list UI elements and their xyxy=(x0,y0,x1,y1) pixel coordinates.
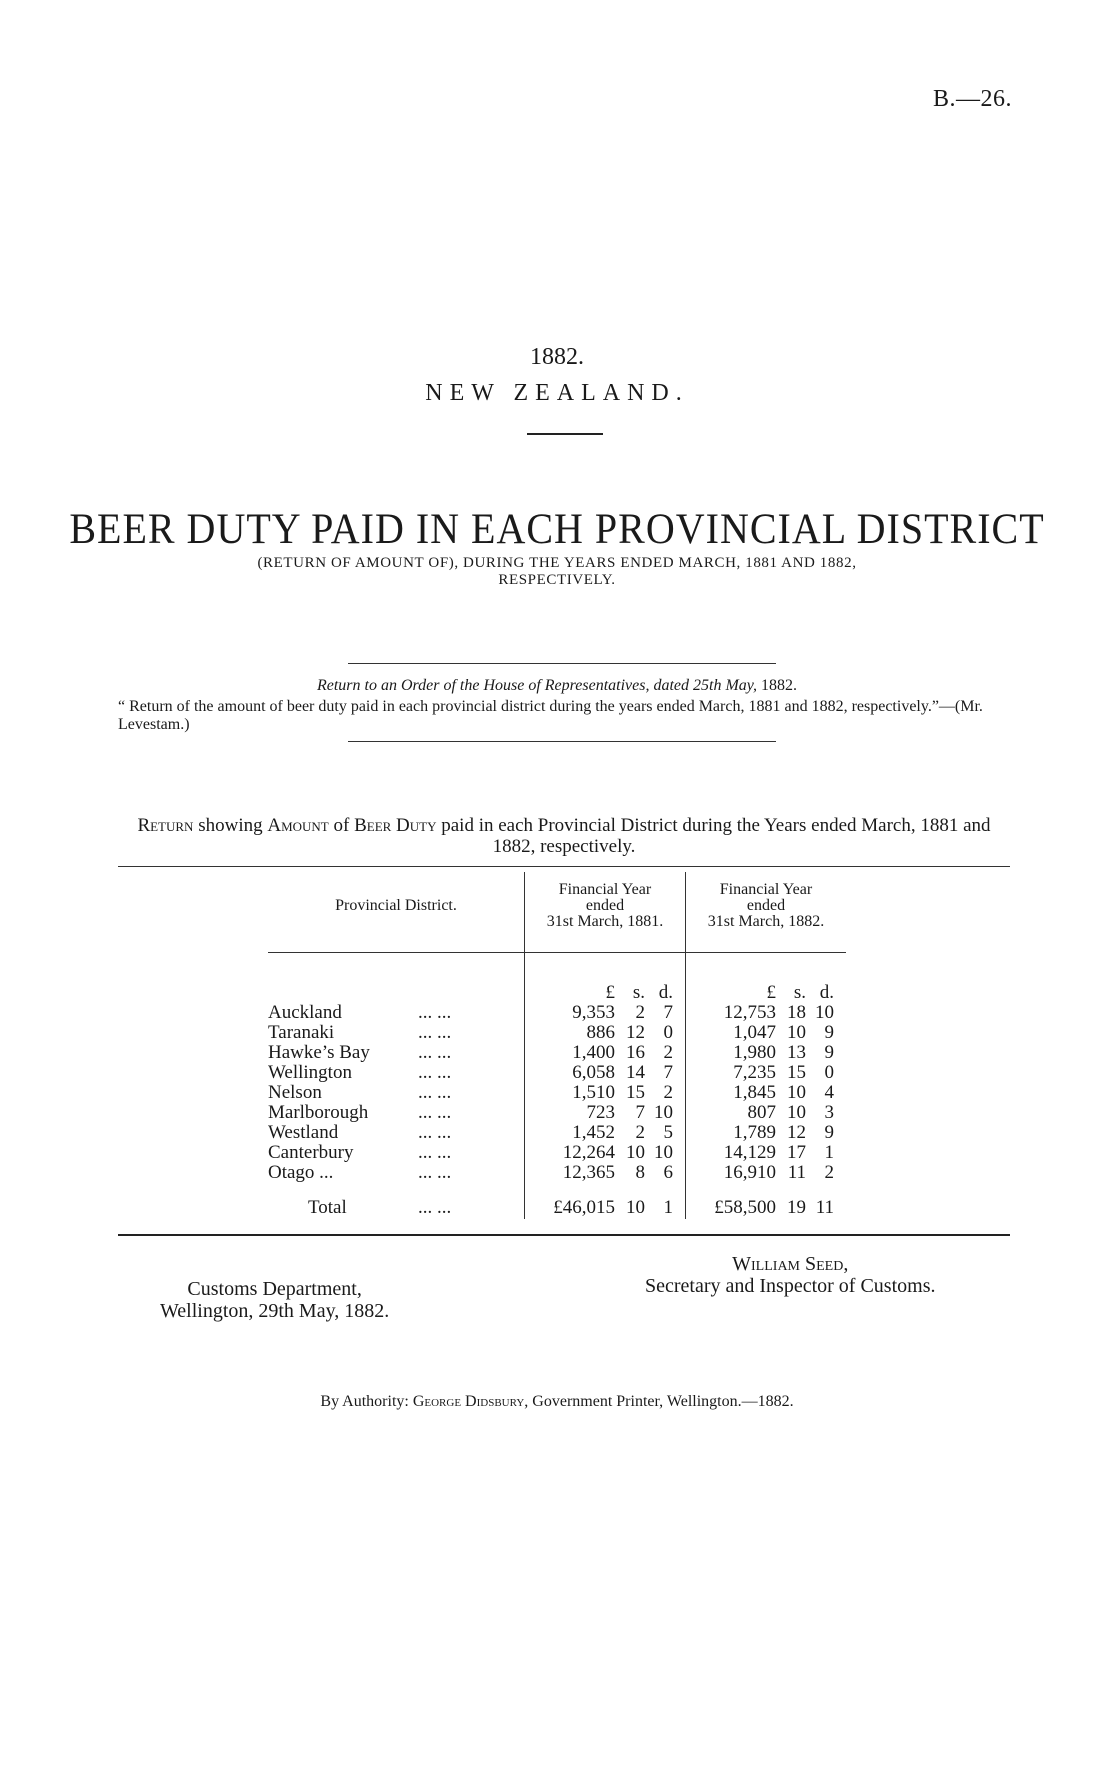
units-1882 xyxy=(686,983,846,1003)
amount-1882 xyxy=(686,1083,846,1103)
amount-1881 xyxy=(525,1163,685,1183)
amount-1881-shillings: 7 xyxy=(635,1102,645,1123)
amount-1882-pounds: 1,845 xyxy=(733,1082,776,1103)
district-name: Westland xyxy=(268,1122,339,1143)
amount-1881-shillings: 15 xyxy=(626,1082,645,1103)
order-bottom-rule xyxy=(348,741,776,742)
amount-1881-pounds: 1,400 xyxy=(572,1042,615,1063)
amount-1881 xyxy=(525,1123,685,1143)
title-divider xyxy=(527,433,603,435)
amount-1882 xyxy=(686,1123,846,1143)
caption-showing: showing xyxy=(198,815,263,836)
table-row xyxy=(268,1163,846,1183)
district-name: Taranaki xyxy=(268,1022,335,1043)
total-1881-pence: 1 xyxy=(663,1197,673,1218)
amount-1882-pounds: 16,910 xyxy=(723,1162,776,1183)
amount-1882-pounds: 12,753 xyxy=(723,1002,776,1023)
amount-1882-pence: 10 xyxy=(815,1002,834,1023)
total-1882 xyxy=(686,1197,846,1219)
amount-1882-pence: 3 xyxy=(824,1102,834,1123)
amount-1881-shillings: 2 xyxy=(635,1122,645,1143)
amount-1882-pence: 9 xyxy=(824,1042,834,1063)
amount-1881-shillings: 2 xyxy=(635,1002,645,1023)
amount-1882-pence: 9 xyxy=(824,1122,834,1143)
signer-name: William Seed, xyxy=(732,1253,849,1275)
caption-amount: Amount xyxy=(267,815,329,836)
amount-1881-shillings: 14 xyxy=(626,1062,645,1083)
amount-1881-pence: 7 xyxy=(663,1002,673,1023)
header-provincial-district: Provincial District. xyxy=(335,897,457,914)
caption-of: of xyxy=(333,815,350,836)
document-title: BEER DUTY PAID IN EACH PROVINCIAL DISTRICT xyxy=(69,504,1045,553)
table-row xyxy=(268,1103,846,1123)
amount-1881-pence: 5 xyxy=(663,1122,673,1143)
table-row xyxy=(268,1063,846,1083)
amount-1882-shillings: 12 xyxy=(787,1122,806,1143)
amount-1881-pence: 2 xyxy=(663,1082,673,1103)
header-fy-1882-line1: Financial Year xyxy=(719,881,813,898)
amount-1881-pence: 2 xyxy=(663,1042,673,1063)
table-row xyxy=(268,1143,846,1163)
district-name: Otago ... xyxy=(268,1162,334,1183)
signer-title: Secretary and Inspector of Customs. xyxy=(645,1275,936,1297)
header-fy-1881-line1: Financial Year xyxy=(558,881,652,898)
amount-1882-shillings: 11 xyxy=(787,1162,806,1183)
total-1882-shillings: 19 xyxy=(787,1197,806,1218)
amount-1882-shillings: 17 xyxy=(787,1142,806,1163)
amount-1882-shillings: 15 xyxy=(787,1062,806,1083)
district-name: Canterbury xyxy=(268,1142,354,1163)
table-row xyxy=(268,1023,846,1043)
document-year: 1882. xyxy=(530,344,584,370)
table-header-row xyxy=(268,872,846,953)
amount-1882-pounds: 1,047 xyxy=(733,1022,776,1043)
header-fy-1881 xyxy=(525,872,686,953)
leader-dots: ... ... xyxy=(418,1042,452,1063)
amount-1882-shillings: 13 xyxy=(787,1042,806,1063)
amount-1882-pence: 0 xyxy=(824,1062,834,1083)
district-name: Marlborough xyxy=(268,1102,369,1123)
customs-department-line1: Customs Department, xyxy=(187,1278,362,1300)
unit-shillings: s. xyxy=(632,982,645,1003)
amount-1882-shillings: 10 xyxy=(787,1082,806,1103)
total-1881-pounds: £46,015 xyxy=(553,1197,615,1218)
amount-1881-shillings: 16 xyxy=(626,1042,645,1063)
amount-1882-pounds: 14,129 xyxy=(723,1142,776,1163)
caption-beer-duty: Beer Duty xyxy=(354,815,437,836)
leader-dots: ... ... xyxy=(418,1082,452,1103)
order-quote: “ Return of the amount of beer duty paid in each provincial district during the years ended March, 1881 and 1882, respectively.”—(Mr. Levestam.) xyxy=(118,698,983,733)
amount-1881-pounds: 6,058 xyxy=(572,1062,615,1083)
header-fy-1882 xyxy=(686,872,847,953)
header-fy-1881-line3: 31st March, 1881. xyxy=(546,913,664,930)
amount-1882-shillings: 10 xyxy=(787,1022,806,1043)
total-label: Total xyxy=(308,1197,347,1218)
leader-dots: ... ... xyxy=(418,1022,452,1043)
amount-1882-pence: 1 xyxy=(824,1142,834,1163)
amount-1882-pounds: 807 xyxy=(747,1102,776,1123)
table-top-rule xyxy=(118,866,1010,867)
amount-1881-pounds: 1,510 xyxy=(572,1082,615,1103)
amount-1881 xyxy=(525,1083,685,1103)
header-fy-1882-line2: ended xyxy=(746,897,786,914)
table-row xyxy=(268,1123,846,1143)
amount-1881 xyxy=(525,1063,685,1083)
order-top-rule xyxy=(348,663,776,664)
amount-1882-shillings: 10 xyxy=(787,1102,806,1123)
document-subtitle: (RETURN OF AMOUNT OF), DURING THE YEARS ENDED MARCH, 1881 AND 1882, RESPECTIVELY. xyxy=(257,555,857,588)
unit-shillings: s. xyxy=(793,982,806,1003)
total-1881-shillings: 10 xyxy=(626,1197,645,1218)
amount-1881-shillings: 12 xyxy=(626,1022,645,1043)
amount-1882-pence: 2 xyxy=(824,1162,834,1183)
header-divider-row xyxy=(268,953,846,984)
units-1881 xyxy=(525,983,685,1003)
leader-dots: ... ... xyxy=(418,1002,452,1023)
total-1882-pence: 11 xyxy=(815,1197,834,1218)
district-name: Wellington xyxy=(268,1062,352,1083)
amount-1882 xyxy=(686,1023,846,1043)
table-row xyxy=(268,1003,846,1023)
printer-authority xyxy=(0,1393,1114,1411)
authority-suffix: Government Printer, Wellington.—1882. xyxy=(532,1393,794,1410)
header-fy-1881-line2: ended xyxy=(585,897,625,914)
amount-1881 xyxy=(525,1003,685,1023)
order-reference xyxy=(0,677,1114,695)
total-1881 xyxy=(525,1197,685,1219)
amount-1881 xyxy=(525,1043,685,1063)
amount-1882-pence: 9 xyxy=(824,1022,834,1043)
amount-1881-pounds: 12,365 xyxy=(562,1162,615,1183)
table-row xyxy=(268,1043,846,1063)
amount-1881-shillings: 10 xyxy=(626,1142,645,1163)
amount-1882-pounds: 1,980 xyxy=(733,1042,776,1063)
order-reference-year: 1882. xyxy=(761,677,798,694)
table-caption xyxy=(118,815,1010,857)
order-reference-text: Return to an Order of the House of Representatives, dated 25th May, xyxy=(316,677,758,694)
caption-rest: paid in each Provincial District during the Years ended March, 1881 and 1882, respectively. xyxy=(441,815,991,857)
amount-1882-pounds: 1,789 xyxy=(733,1122,776,1143)
amount-1881-pounds: 12,264 xyxy=(562,1142,615,1163)
total-leader-dots: ... ... xyxy=(418,1197,452,1218)
unit-pounds: £ xyxy=(605,982,615,1003)
amount-1882-pence: 4 xyxy=(824,1082,834,1103)
customs-department-block xyxy=(160,1278,389,1322)
table-total-row xyxy=(268,1183,846,1219)
amount-1881 xyxy=(525,1143,685,1163)
leader-dots: ... ... xyxy=(418,1062,452,1083)
amount-1881-pence: 0 xyxy=(663,1022,673,1043)
signature-block xyxy=(645,1253,935,1297)
district-name: Hawke’s Bay xyxy=(268,1042,370,1063)
amount-1882-pounds: 7,235 xyxy=(733,1062,776,1083)
header-fy-1882-line3: 31st March, 1882. xyxy=(707,913,825,930)
beer-duty-table xyxy=(268,872,846,1219)
units-row xyxy=(268,983,846,1003)
authority-prefix: By Authority: xyxy=(320,1393,409,1410)
caption-return: Return xyxy=(137,815,194,836)
amount-1881-pence: 6 xyxy=(663,1162,673,1183)
total-1882-pounds: £58,500 xyxy=(714,1197,776,1218)
amount-1881-shillings: 8 xyxy=(635,1162,645,1183)
amount-1882 xyxy=(686,1063,846,1083)
amount-1881-pounds: 886 xyxy=(586,1022,615,1043)
district-name: Auckland xyxy=(268,1002,342,1023)
table-bottom-rule xyxy=(118,1234,1010,1236)
district-name: Nelson xyxy=(268,1082,322,1103)
customs-department-line2: Wellington, 29th May, 1882. xyxy=(160,1300,390,1322)
printer-name: George Didsbury, xyxy=(412,1393,529,1410)
amount-1882 xyxy=(686,1163,846,1183)
amount-1881-pounds: 1,452 xyxy=(572,1122,615,1143)
leader-dots: ... ... xyxy=(418,1122,452,1143)
amount-1882 xyxy=(686,1103,846,1123)
leader-dots: ... ... xyxy=(418,1162,452,1183)
amount-1881 xyxy=(525,1103,685,1123)
amount-1881-pence: 10 xyxy=(654,1102,673,1123)
amount-1881-pence: 7 xyxy=(663,1062,673,1083)
amount-1881-pounds: 9,353 xyxy=(572,1002,615,1023)
amount-1882 xyxy=(686,1143,846,1163)
country-heading: NEW ZEALAND. xyxy=(425,380,689,406)
amount-1882 xyxy=(686,1043,846,1063)
table-row xyxy=(268,1083,846,1103)
amount-1882-shillings: 18 xyxy=(787,1002,806,1023)
unit-pounds: £ xyxy=(766,982,776,1003)
amount-1882 xyxy=(686,1003,846,1023)
leader-dots: ... ... xyxy=(418,1102,452,1123)
amount-1881 xyxy=(525,1023,685,1043)
amount-1881-pounds: 723 xyxy=(586,1102,615,1123)
unit-pence: d. xyxy=(819,982,834,1003)
unit-pence: d. xyxy=(658,982,673,1003)
amount-1881-pence: 10 xyxy=(654,1142,673,1163)
leader-dots: ... ... xyxy=(418,1142,452,1163)
page-reference: B.—26. xyxy=(932,86,1012,112)
